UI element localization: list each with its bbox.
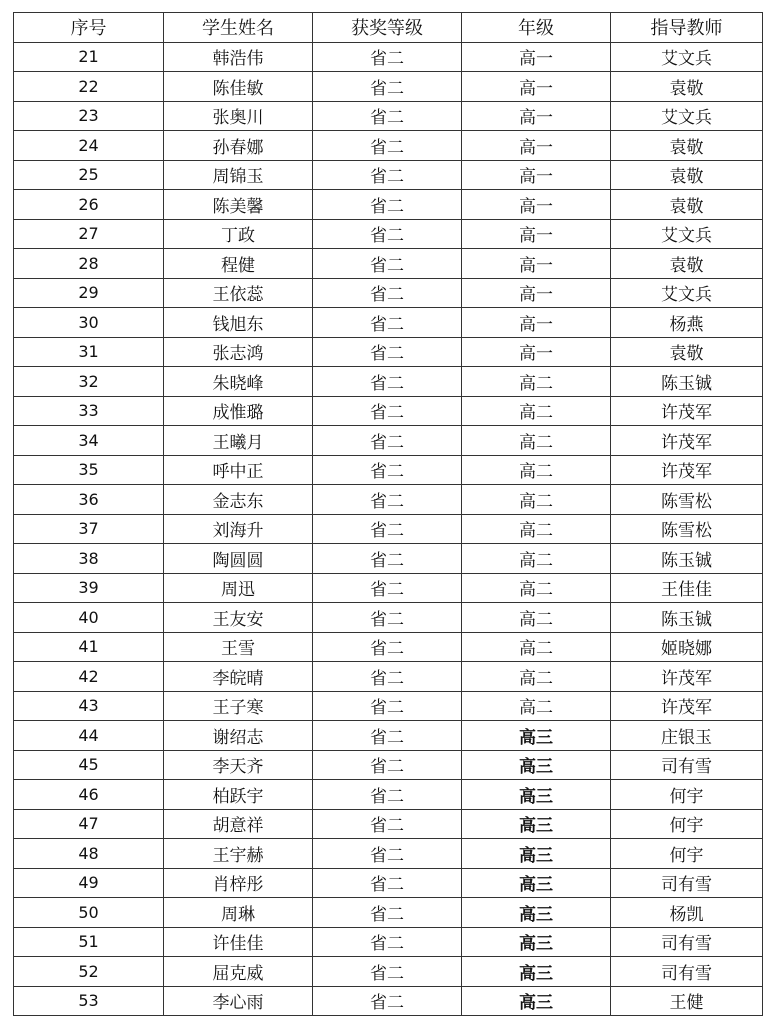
cell-award-level: 省二 [313,986,462,1016]
cell-award-level: 省二 [313,721,462,751]
cell-student-name: 李皖晴 [164,662,313,692]
table-row [14,308,763,338]
cell-award-level: 省二 [313,160,462,190]
cell-grade: 高一 [462,101,611,131]
table-row [14,632,763,662]
cell-seq: 34 [14,426,164,456]
cell-award-level: 省二 [313,514,462,544]
cell-student-name: 程健 [164,249,313,279]
cell-student-name: 朱晓峰 [164,367,313,397]
cell-advisor: 艾文兵 [611,101,763,131]
cell-advisor: 许茂军 [611,662,763,692]
cell-advisor: 许茂军 [611,426,763,456]
cell-advisor: 袁敬 [611,190,763,220]
cell-award-level: 省二 [313,278,462,308]
cell-grade: 高二 [462,514,611,544]
cell-seq: 50 [14,898,164,928]
cell-student-name: 陈美馨 [164,190,313,220]
cell-award-level: 省二 [313,809,462,839]
cell-student-name: 许佳佳 [164,927,313,957]
cell-student-name: 周琳 [164,898,313,928]
cell-grade: 高三 [462,927,611,957]
cell-advisor: 陈玉铖 [611,367,763,397]
cell-award-level: 省二 [313,957,462,987]
cell-student-name: 韩浩伟 [164,42,313,72]
cell-award-level: 省二 [313,190,462,220]
cell-award-level: 省二 [313,131,462,161]
cell-award-level: 省二 [313,308,462,338]
table-row [14,662,763,692]
cell-grade: 高二 [462,426,611,456]
cell-seq: 30 [14,308,164,338]
table-row [14,573,763,603]
cell-grade: 高三 [462,898,611,928]
cell-grade: 高二 [462,603,611,633]
table-row [14,691,763,721]
cell-student-name: 钱旭东 [164,308,313,338]
cell-award-level: 省二 [313,337,462,367]
table-row [14,544,763,574]
cell-student-name: 陶圆圆 [164,544,313,574]
cell-seq: 47 [14,809,164,839]
cell-seq: 38 [14,544,164,574]
cell-seq: 44 [14,721,164,751]
cell-grade: 高三 [462,868,611,898]
cell-grade: 高一 [462,337,611,367]
cell-advisor: 许茂军 [611,691,763,721]
cell-seq: 31 [14,337,164,367]
cell-award-level: 省二 [313,780,462,810]
cell-award-level: 省二 [313,42,462,72]
cell-seq: 24 [14,131,164,161]
cell-seq: 46 [14,780,164,810]
table-row [14,72,763,102]
table-body [14,42,763,1016]
cell-seq: 43 [14,691,164,721]
cell-seq: 37 [14,514,164,544]
cell-grade: 高一 [462,131,611,161]
cell-advisor: 司有雪 [611,750,763,780]
cell-award-level: 省二 [313,573,462,603]
cell-seq: 53 [14,986,164,1016]
awards-table [13,12,763,1016]
cell-advisor: 庄银玉 [611,721,763,751]
cell-grade: 高三 [462,721,611,751]
cell-grade: 高三 [462,780,611,810]
cell-student-name: 周锦玉 [164,160,313,190]
cell-advisor: 艾文兵 [611,42,763,72]
cell-student-name: 肖梓彤 [164,868,313,898]
cell-advisor: 何宇 [611,839,763,869]
cell-award-level: 省二 [313,396,462,426]
cell-seq: 51 [14,927,164,957]
cell-award-level: 省二 [313,367,462,397]
cell-advisor: 杨燕 [611,308,763,338]
cell-seq: 36 [14,485,164,515]
table-row [14,927,763,957]
cell-seq: 29 [14,278,164,308]
cell-award-level: 省二 [313,426,462,456]
cell-student-name: 孙春娜 [164,131,313,161]
cell-seq: 40 [14,603,164,633]
cell-advisor: 袁敬 [611,72,763,102]
cell-advisor: 何宇 [611,809,763,839]
table-row [14,190,763,220]
table-row [14,249,763,279]
cell-advisor: 袁敬 [611,337,763,367]
table-row [14,750,763,780]
cell-advisor: 杨凯 [611,898,763,928]
cell-student-name: 王曦月 [164,426,313,456]
cell-seq: 42 [14,662,164,692]
cell-seq: 35 [14,455,164,485]
cell-student-name: 李心雨 [164,986,313,1016]
cell-student-name: 刘海升 [164,514,313,544]
cell-grade: 高一 [462,72,611,102]
cell-advisor: 司有雪 [611,927,763,957]
cell-grade: 高二 [462,367,611,397]
cell-advisor: 王健 [611,986,763,1016]
cell-award-level: 省二 [313,72,462,102]
cell-seq: 45 [14,750,164,780]
table-row [14,898,763,928]
cell-grade: 高二 [462,573,611,603]
cell-advisor: 司有雪 [611,957,763,987]
cell-award-level: 省二 [313,249,462,279]
table-row [14,839,763,869]
cell-grade: 高二 [462,691,611,721]
cell-grade: 高二 [462,485,611,515]
cell-award-level: 省二 [313,101,462,131]
cell-student-name: 呼中正 [164,455,313,485]
table-row [14,957,763,987]
cell-advisor: 袁敬 [611,131,763,161]
cell-student-name: 屈克威 [164,957,313,987]
cell-student-name: 王雪 [164,632,313,662]
cell-grade: 高三 [462,986,611,1016]
cell-advisor: 姬晓娜 [611,632,763,662]
cell-student-name: 金志东 [164,485,313,515]
cell-seq: 48 [14,839,164,869]
cell-grade: 高一 [462,278,611,308]
header-grade: 年级 [462,13,611,43]
cell-advisor: 许茂军 [611,455,763,485]
cell-grade: 高一 [462,160,611,190]
cell-seq: 28 [14,249,164,279]
header-award-level: 获奖等级 [313,13,462,43]
cell-seq: 32 [14,367,164,397]
table-row [14,219,763,249]
cell-student-name: 成惟璐 [164,396,313,426]
cell-award-level: 省二 [313,455,462,485]
cell-seq: 21 [14,42,164,72]
cell-advisor: 陈玉铖 [611,544,763,574]
table-row [14,160,763,190]
cell-seq: 41 [14,632,164,662]
table-row [14,278,763,308]
cell-student-name: 胡意祥 [164,809,313,839]
cell-award-level: 省二 [313,219,462,249]
cell-advisor: 陈玉铖 [611,603,763,633]
cell-award-level: 省二 [313,750,462,780]
cell-student-name: 丁政 [164,219,313,249]
cell-student-name: 周迅 [164,573,313,603]
cell-advisor: 何宇 [611,780,763,810]
cell-student-name: 张志鸿 [164,337,313,367]
cell-grade: 高二 [462,396,611,426]
cell-advisor: 陈雪松 [611,485,763,515]
header-row [14,13,763,43]
cell-advisor: 艾文兵 [611,219,763,249]
cell-student-name: 张奥川 [164,101,313,131]
table-row [14,603,763,633]
table-row [14,780,763,810]
table-row [14,721,763,751]
cell-grade: 高三 [462,839,611,869]
cell-student-name: 柏跃宇 [164,780,313,810]
cell-award-level: 省二 [313,839,462,869]
cell-award-level: 省二 [313,868,462,898]
cell-seq: 33 [14,396,164,426]
cell-advisor: 袁敬 [611,249,763,279]
cell-seq: 23 [14,101,164,131]
cell-award-level: 省二 [313,927,462,957]
cell-student-name: 李天齐 [164,750,313,780]
cell-award-level: 省二 [313,691,462,721]
cell-award-level: 省二 [313,632,462,662]
cell-student-name: 王宇赫 [164,839,313,869]
table-row [14,131,763,161]
table-row [14,809,763,839]
cell-grade: 高一 [462,308,611,338]
table-row [14,426,763,456]
cell-grade: 高一 [462,219,611,249]
cell-seq: 52 [14,957,164,987]
cell-advisor: 许茂军 [611,396,763,426]
table-row [14,42,763,72]
cell-advisor: 艾文兵 [611,278,763,308]
cell-grade: 高一 [462,249,611,279]
table-row [14,396,763,426]
header-student-name: 学生姓名 [164,13,313,43]
cell-seq: 26 [14,190,164,220]
table-row [14,455,763,485]
cell-student-name: 王友安 [164,603,313,633]
table-row [14,101,763,131]
cell-grade: 高一 [462,190,611,220]
cell-seq: 22 [14,72,164,102]
cell-advisor: 袁敬 [611,160,763,190]
header-advisor: 指导教师 [611,13,763,43]
header-seq: 序号 [14,13,164,43]
cell-student-name: 谢绍志 [164,721,313,751]
table-header [14,13,763,43]
cell-advisor: 陈雪松 [611,514,763,544]
cell-student-name: 王子寒 [164,691,313,721]
cell-award-level: 省二 [313,485,462,515]
table-row [14,986,763,1016]
table-row [14,868,763,898]
cell-grade: 高二 [462,632,611,662]
cell-seq: 49 [14,868,164,898]
cell-grade: 高一 [462,42,611,72]
cell-grade: 高二 [462,662,611,692]
cell-student-name: 陈佳敏 [164,72,313,102]
cell-seq: 27 [14,219,164,249]
table-row [14,337,763,367]
cell-grade: 高二 [462,455,611,485]
cell-grade: 高三 [462,957,611,987]
cell-award-level: 省二 [313,544,462,574]
table-row [14,514,763,544]
cell-seq: 25 [14,160,164,190]
table-row [14,485,763,515]
cell-award-level: 省二 [313,662,462,692]
cell-award-level: 省二 [313,898,462,928]
cell-advisor: 司有雪 [611,868,763,898]
cell-advisor: 王佳佳 [611,573,763,603]
cell-grade: 高二 [462,544,611,574]
cell-award-level: 省二 [313,603,462,633]
cell-grade: 高三 [462,809,611,839]
cell-seq: 39 [14,573,164,603]
cell-grade: 高三 [462,750,611,780]
table-row [14,367,763,397]
cell-student-name: 王依蕊 [164,278,313,308]
